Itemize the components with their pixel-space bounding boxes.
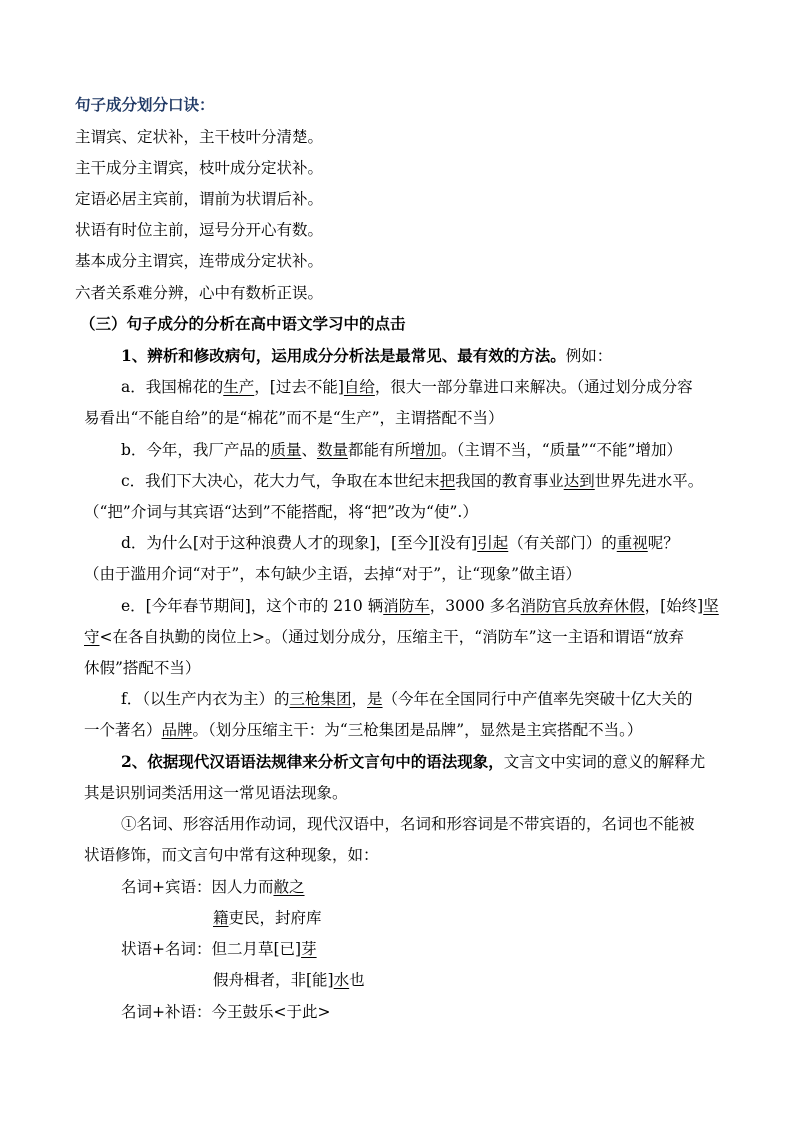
point-2-rest: 文言文中实词的意义的解释尤: [503, 753, 706, 771]
underlined-word: 引起: [477, 534, 509, 552]
mnemonic-line: 基本成分主谓宾，连带成分定状补。: [75, 252, 324, 270]
example-d-line-2: （由于滥用介词“对于”，本句缺少主语，去掉“对于”，让“现象”做主语）: [84, 565, 582, 583]
point-2-bold: 2、依据现代汉语语法规律来分析文言句中的语法现象，: [121, 752, 504, 771]
text: （有关部门）的: [508, 534, 617, 552]
text: 吏民，封府库: [228, 909, 322, 927]
example-a-line-2: 易看出“不能自给”的是“棉花”而不是“生产”，主谓搭配不当）: [84, 409, 504, 427]
text: 也: [349, 971, 365, 989]
text: ，[始终]: [644, 597, 704, 615]
note-1-line-2: 状语修饰，而文言句中常有这种现象，如：: [84, 846, 379, 864]
example-noun-object: [121, 876, 305, 898]
mnemonic-line: 主谓宾、定状补，主干枝叶分清楚。: [75, 128, 324, 146]
underlined-word: 增加: [410, 441, 442, 459]
underlined-word: 自给: [343, 378, 375, 396]
text: 都能有所: [347, 441, 410, 459]
text: 名词+宾语：因人力而: [121, 878, 274, 896]
mnemonic-line: 主干成分主谓宾，枝叶成分定状补。: [75, 159, 324, 177]
underlined-word: 芽: [301, 940, 317, 958]
underlined-word: 质量: [270, 441, 302, 459]
text: ，[过去不能]: [254, 378, 344, 396]
example-f-line-2: [84, 719, 642, 741]
text: 。（主谓不当，“质量”“不能”增加）: [441, 441, 682, 459]
underlined-word: 水: [333, 971, 350, 989]
example-d-line-1: [121, 532, 679, 554]
example-b-line-1: [121, 439, 682, 461]
example-adverbial-noun: [121, 938, 317, 960]
text: c．我们下大决心，花大力气，争取在本世纪末: [121, 472, 440, 490]
text: e．[今年春节期间]，这个市的 210 辆: [121, 597, 384, 615]
text: f．（以生产内衣为主）的: [121, 690, 290, 708]
example-f-line-1: [121, 688, 693, 710]
underlined-word: 数量: [316, 441, 348, 459]
text: ，很大一部分靠进口来解决。（通过划分成分容: [374, 378, 693, 396]
text: ，: [351, 690, 368, 708]
text: 世界先进水平。: [594, 472, 704, 490]
underlined-word: 消防车: [383, 597, 430, 615]
underlined-word: 守: [84, 628, 100, 646]
mnemonic-line: 定语必居主宾前，谓前为状谓后补。: [75, 190, 324, 208]
text: 一个著名）: [84, 721, 162, 739]
underlined-word: 三枪集团: [289, 690, 352, 708]
underlined-word: 消防官兵放弃休假: [520, 597, 645, 615]
text: （今年在全国同行中产值率先突破十亿大关的: [382, 690, 693, 708]
example-noun-complement: 名词+补语：今王鼓乐<于此>: [121, 1003, 331, 1021]
example-adverbial-noun-2: [213, 969, 365, 991]
text: 假舟楫者，非[能]: [213, 971, 334, 989]
example-c-line-2: （“把”介词与其宾语“达到”不能搭配，将“把”改为“使”.）: [84, 503, 478, 521]
underlined-word: 把: [439, 472, 456, 490]
text: d．为什么[对于这种浪费人才的现象]，[至今][没有]: [121, 534, 478, 552]
point-1-bold: 1、辨析和修改病句，运用成分分析法是最常见、最有效的方法。: [121, 346, 566, 365]
example-e-line-1: [121, 595, 719, 617]
mnemonic-title: 句子成分划分口诀：: [75, 95, 215, 114]
underlined-word: 达到: [563, 472, 595, 490]
text: 、: [301, 441, 317, 459]
underlined-word: 品牌: [161, 721, 193, 739]
mnemonic-line: 六者关系难分辨，心中有数析正误。: [75, 284, 324, 302]
example-noun-object-2: [213, 907, 322, 929]
underlined-word: 是: [367, 690, 383, 708]
example-e-line-2: [84, 626, 684, 648]
underlined-word: 重视: [616, 534, 648, 552]
note-1-line-1: ①名词、形容活用作动词，现代汉语中，名词和形容词是不带宾语的，名词也不能被: [121, 815, 695, 833]
example-c-line-1: [121, 470, 703, 492]
point-1-rest: 例如：: [565, 347, 613, 365]
underlined-word: 敝之: [273, 878, 305, 896]
text: 状语+名词：但二月草[已]: [121, 940, 302, 958]
text: 呢？: [647, 534, 679, 552]
point-2-line-2: 其是识别词类活用这一常见语法现象。: [84, 784, 348, 802]
example-a-line-1: [121, 376, 693, 398]
section-heading: （三）句子成分的分析在高中语文学习中的点击: [80, 314, 406, 333]
mnemonic-line: 状语有时位主前，逗号分开心有数。: [75, 221, 324, 239]
underlined-word: 坚: [703, 597, 719, 615]
text: b．今年，我厂产品的: [121, 441, 271, 459]
underlined-word: 籍: [213, 909, 229, 927]
point-1: [121, 345, 612, 367]
text: a．我国棉花的: [121, 378, 224, 396]
text: 。（划分压缩主干：为“三枪集团是品牌”，显然是主宾搭配不当。）: [192, 721, 643, 739]
text: ，3000 多名: [429, 597, 521, 615]
text: 我国的教育事业: [455, 472, 564, 490]
example-e-line-3: 休假”搭配不当）: [84, 659, 201, 677]
underlined-word: 生产: [223, 378, 255, 396]
text: <在各自执勤的岗位上>。（通过划分成分，压缩主干，“消防车”这一主语和谓语“放弃: [99, 628, 685, 646]
point-2-line-1: [121, 751, 705, 773]
